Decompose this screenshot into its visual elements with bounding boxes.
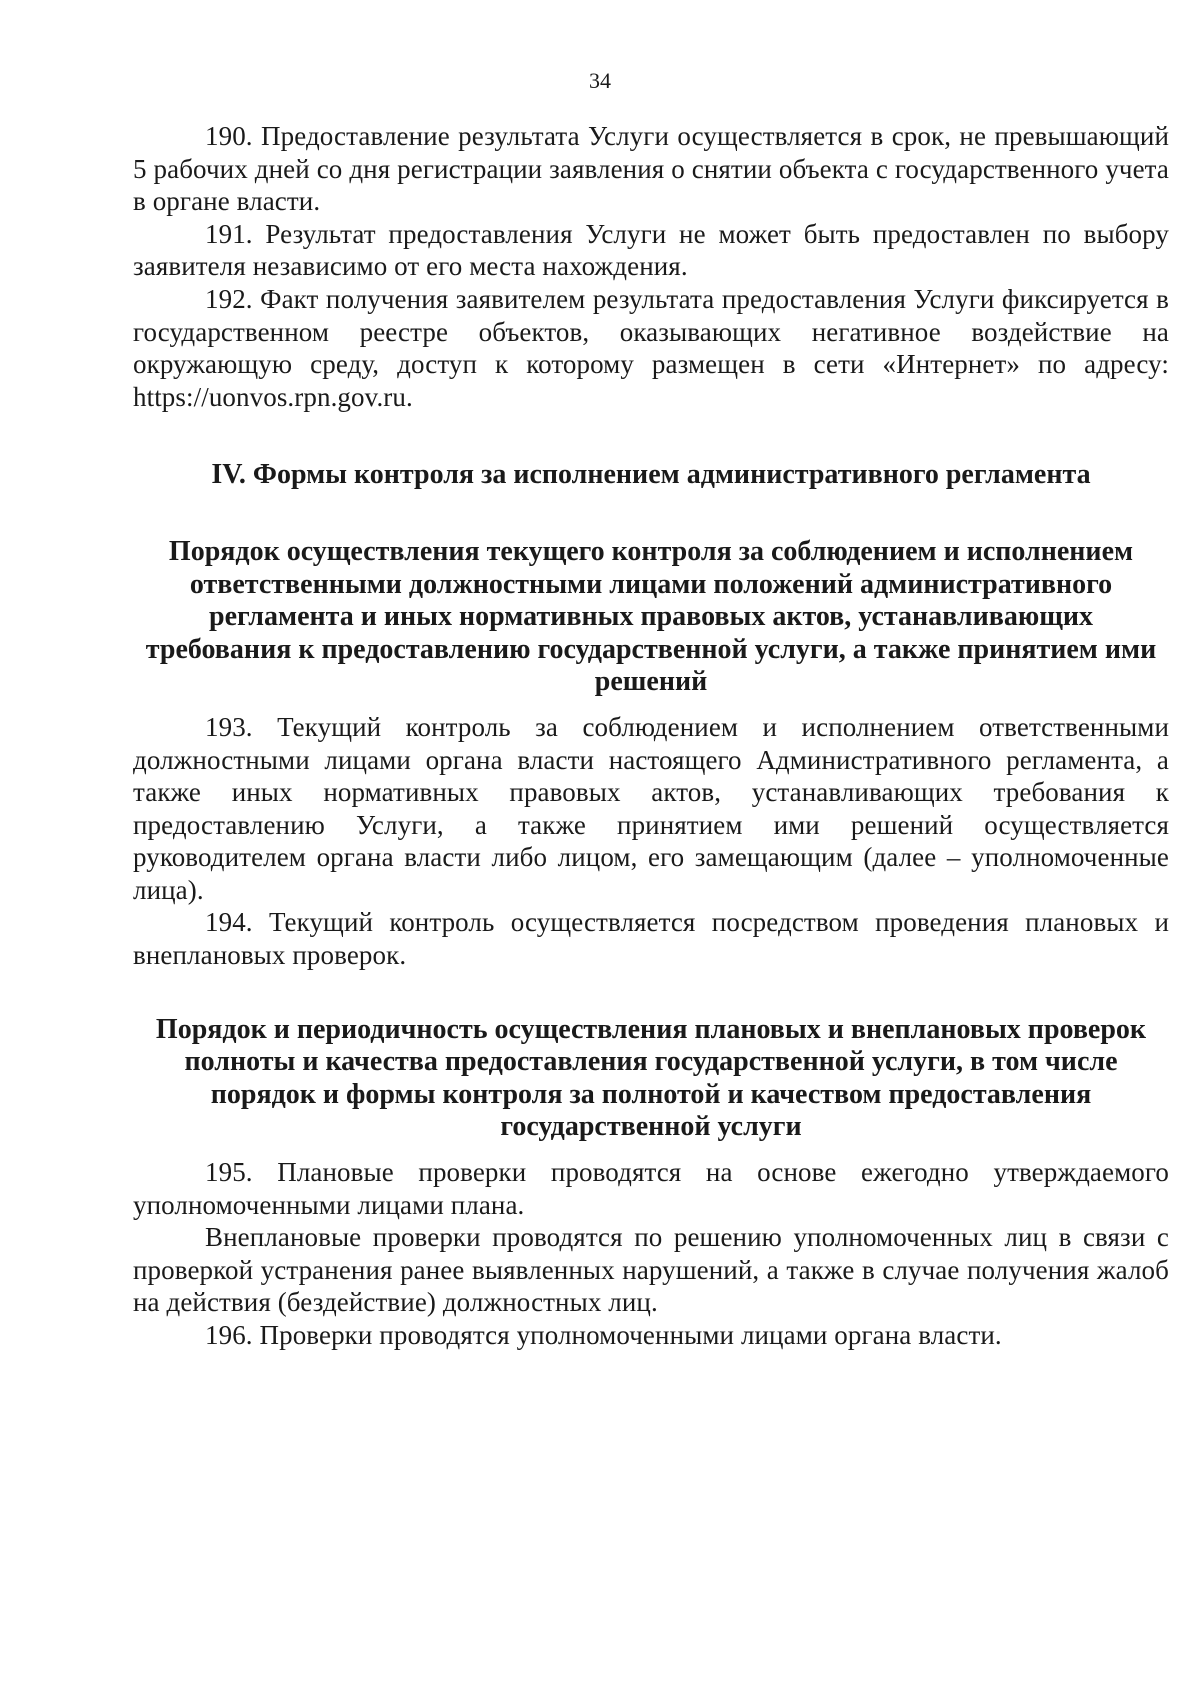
paragraph-193: 193. Текущий контроль за соблюдением и исполнением ответственными должностными лицами органа власти настоящего Административного регламента, а также иных нормативных правовых актов, устанавливающих требования к предоставлению Услуги, а также принятием ими решений осуществляется руководителем органа власти либо лицом, его замещающим (далее – уполномоченные лица). xyxy=(133,711,1169,905)
page-number: 34 xyxy=(589,68,611,93)
paragraph-192: 192. Факт получения заявителем результата предоставления Услуги фиксируется в государственном реестре объектов, оказывающих негативное воздействие на окружающую среду, доступ к которому размещен в сети «Интернет» по адресу: https://uonvos.rpn.gov.ru. xyxy=(133,283,1169,412)
section-title: IV. Формы контроля за исполнением административного регламента xyxy=(211,459,1091,491)
paragraph-194: 194. Текущий контроль осуществляется посредством проведения плановых и внеплановых проверок. xyxy=(133,907,1169,971)
subsection-title-inspections: Порядок и периодичность осуществления плановых и внеплановых проверок полноты и качества предоставления государственной услуги, в том числе порядок и формы контроля за полнотой и качеством предоставления государственной услуги xyxy=(155,1013,1147,1143)
paragraph-195: 195. Плановые проверки проводятся на основе ежегодно утверждаемого уполномоченными лицами плана. xyxy=(133,1157,1169,1220)
paragraph-unscheduled-inspections: Внеплановые проверки проводятся по решению уполномоченных лиц в связи с проверкой устранения ранее выявленных нарушений, а также в случае получения жалоб на действия (бездействие) должностных лиц. xyxy=(133,1222,1169,1318)
subsection-title-current-control: Порядок осуществления текущего контроля за соблюдением и исполнением ответственными должностными лицами положений административного регламента и иных нормативных правовых актов, устанавливающих требования к предоставлению государственной услуги, а также принятием ими решений xyxy=(145,535,1157,698)
paragraph-191: 191. Результат предоставления Услуги не может быть предоставлен по выбору заявителя независимо от его места нахождения. xyxy=(133,218,1169,282)
paragraph-196: 196. Проверки проводятся уполномоченными лицами органа власти. xyxy=(205,1320,1002,1350)
page-content xyxy=(133,120,1169,1352)
paragraph-190: 190. Предоставление результата Услуги осуществляется в срок, не превышающий 5 рабочих дней со дня регистрации заявления о снятии объекта с государственного учета в органе власти. xyxy=(133,121,1169,217)
